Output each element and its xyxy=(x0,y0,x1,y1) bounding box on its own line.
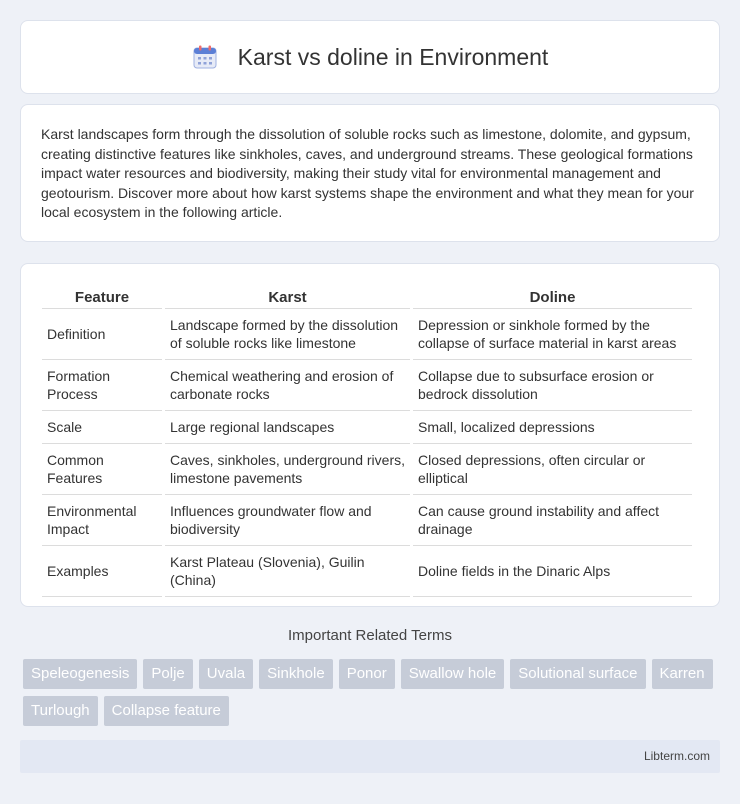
table-row xyxy=(42,444,692,495)
table-row xyxy=(42,360,692,411)
table-cell: Caves, sinkholes, underground rivers, limestone pavements xyxy=(165,444,410,495)
table-cell: Can cause ground instability and affect drainage xyxy=(413,495,692,546)
table-cell: Large regional landscapes xyxy=(165,411,410,444)
column-header-feature: Feature xyxy=(42,286,162,309)
intro-text: Karst landscapes form through the dissolution of soluble rocks such as limestone, dolomite, and gypsum, creating distinctive features like sinkholes, caves, and underground streams. These geological formations impact water resources and biodiversity, making their study vital for environmental management and geotourism. Discover more about how karst systems shape the environment and what they mean for your local ecosystem in the following article. xyxy=(41,126,694,221)
column-header-karst: Karst xyxy=(165,286,410,309)
table-cell: Formation Process xyxy=(42,360,162,411)
footer-site-link[interactable]: Libterm.com xyxy=(643,749,710,763)
intro-card xyxy=(20,104,720,242)
tag-polje[interactable]: Polje xyxy=(143,659,192,689)
table-cell: Depression or sinkhole formed by the collapse of surface material in karst areas xyxy=(413,309,692,360)
table-cell: Small, localized depressions xyxy=(413,411,692,444)
table-cell: Collapse due to subsurface erosion or bedrock dissolution xyxy=(413,360,692,411)
tag-speleogenesis[interactable]: Speleogenesis xyxy=(23,659,137,689)
tag-turlough[interactable]: Turlough xyxy=(23,696,98,726)
tag-collapse-feature[interactable]: Collapse feature xyxy=(104,696,229,726)
table-row xyxy=(42,546,692,597)
comparison-table xyxy=(39,286,695,597)
tag-ponor[interactable]: Ponor xyxy=(339,659,395,689)
table-cell: Karst Plateau (Slovenia), Guilin (China) xyxy=(165,546,410,597)
tag-sinkhole[interactable]: Sinkhole xyxy=(259,659,333,689)
header-card xyxy=(20,20,720,94)
table-cell: Definition xyxy=(42,309,162,360)
table-cell: Examples xyxy=(42,546,162,597)
table-cell: Common Features xyxy=(42,444,162,495)
related-terms-title: Important Related Terms xyxy=(288,627,452,644)
comparison-card xyxy=(20,263,720,607)
tag-solutional-surface[interactable]: Solutional surface xyxy=(510,659,645,689)
table-header-row xyxy=(42,286,692,309)
tag-karren[interactable]: Karren xyxy=(652,659,713,689)
table-cell: Landscape formed by the dissolution of soluble rocks like limestone xyxy=(165,309,410,360)
related-terms-list xyxy=(23,659,723,733)
tag-uvala[interactable]: Uvala xyxy=(199,659,253,689)
table-row xyxy=(42,495,692,546)
page-title: Karst vs doline in Environment xyxy=(237,43,549,70)
tag-swallow-hole[interactable]: Swallow hole xyxy=(401,659,505,689)
table-cell: Environmental Impact xyxy=(42,495,162,546)
calendar-icon xyxy=(192,44,218,70)
table-cell: Doline fields in the Dinaric Alps xyxy=(413,546,692,597)
table-cell: Influences groundwater flow and biodiversity xyxy=(165,495,410,546)
table-row xyxy=(42,309,692,360)
table-cell: Scale xyxy=(42,411,162,444)
table-cell: Closed depressions, often circular or elliptical xyxy=(413,444,692,495)
column-header-doline: Doline xyxy=(413,286,692,309)
table-row xyxy=(42,411,692,444)
table-cell: Chemical weathering and erosion of carbonate rocks xyxy=(165,360,410,411)
footer xyxy=(20,740,720,773)
